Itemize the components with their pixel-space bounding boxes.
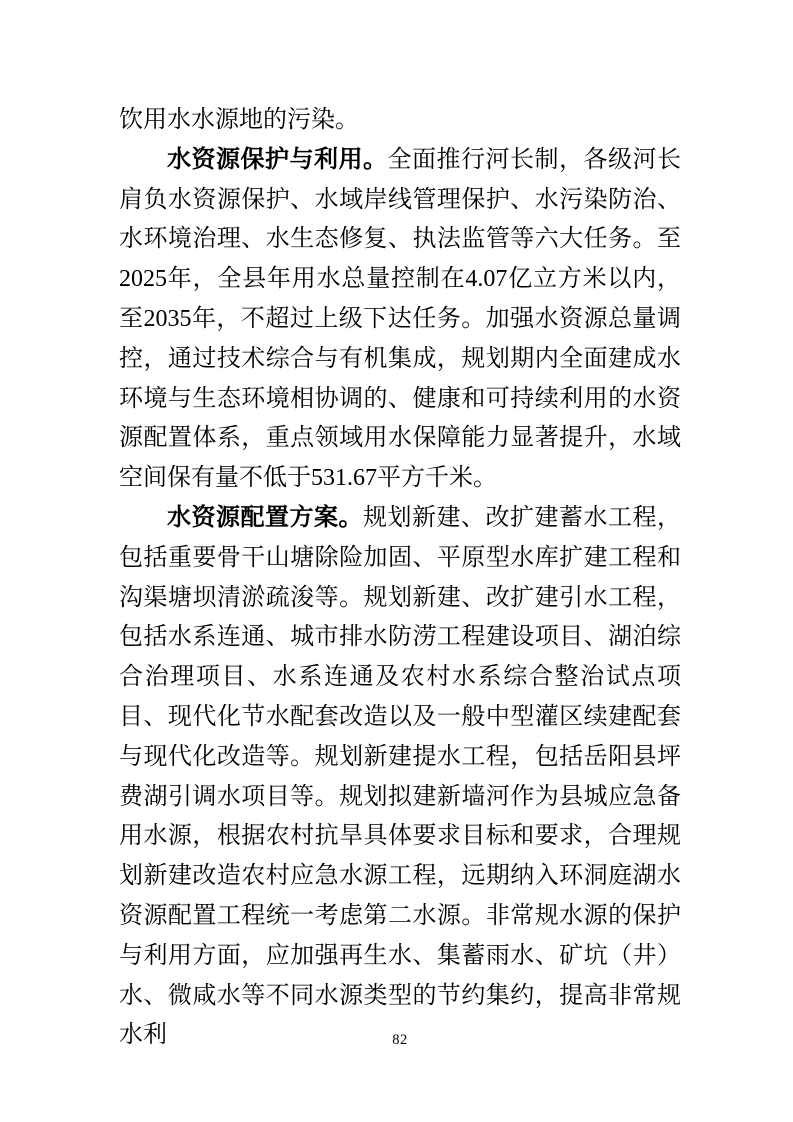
run-in-heading: 水资源保护与利用。 [167, 146, 388, 173]
paragraph [119, 141, 681, 499]
text-run: 规划新建、改扩建蓄水工程，包括重要骨干山塘除险加固、平原型水库扩建工程和沟渠塘坝清淤疏浚等。规划新建、改扩建引水工程，包括水系连通、城市排水防涝工程建设项目、湖泊综合治理项目、水系连通及农村水系综合整治试点项目、现代化节水配套改造以及一般中型灌区续建配套与现代化改造等。规划新建提水工程，包括岳阳县坪费湖引调水项目等。规划拟建新墙河作为县城应急备用水源，根据农村抗旱具体要求目标和要求，合理规划新建改造农村应急水源工程，远期纳入环洞庭湖水资源配置工程统一考虑第二水源。非常规水源的保护与利用方面，应加强再生水、集蓄雨水、矿坑（井）水、微咸水等不同水源类型的节约集约，提高非常规水利 [119, 504, 681, 1049]
body-text [119, 101, 681, 1056]
page-number: 82 [392, 1032, 408, 1048]
text-run: 饮用水水源地的污染。 [119, 107, 359, 133]
page-footer [119, 1031, 681, 1049]
text-run: 全面推行河长制，各级河长肩负水资源保护、水域岸线管理保护、水污染防治、水环境治理、水生态修复、执法监管等六大任务。至2025年，全县年用水总量控制在4.07亿立方米以内，至2035年，不超过上级下达任务。加强水资源总量调控，通过技术综合与有机集成，规划期内全面建成水环境与生态环境相协调的、健康和可持续利用的水资源配置体系，重点领域用水保障能力显著提升，水域空间保有量不低于531.67平方千米。 [119, 146, 681, 492]
run-in-heading: 水资源配置方案。 [167, 504, 363, 531]
paragraph [119, 101, 681, 141]
paragraph [119, 499, 681, 1056]
